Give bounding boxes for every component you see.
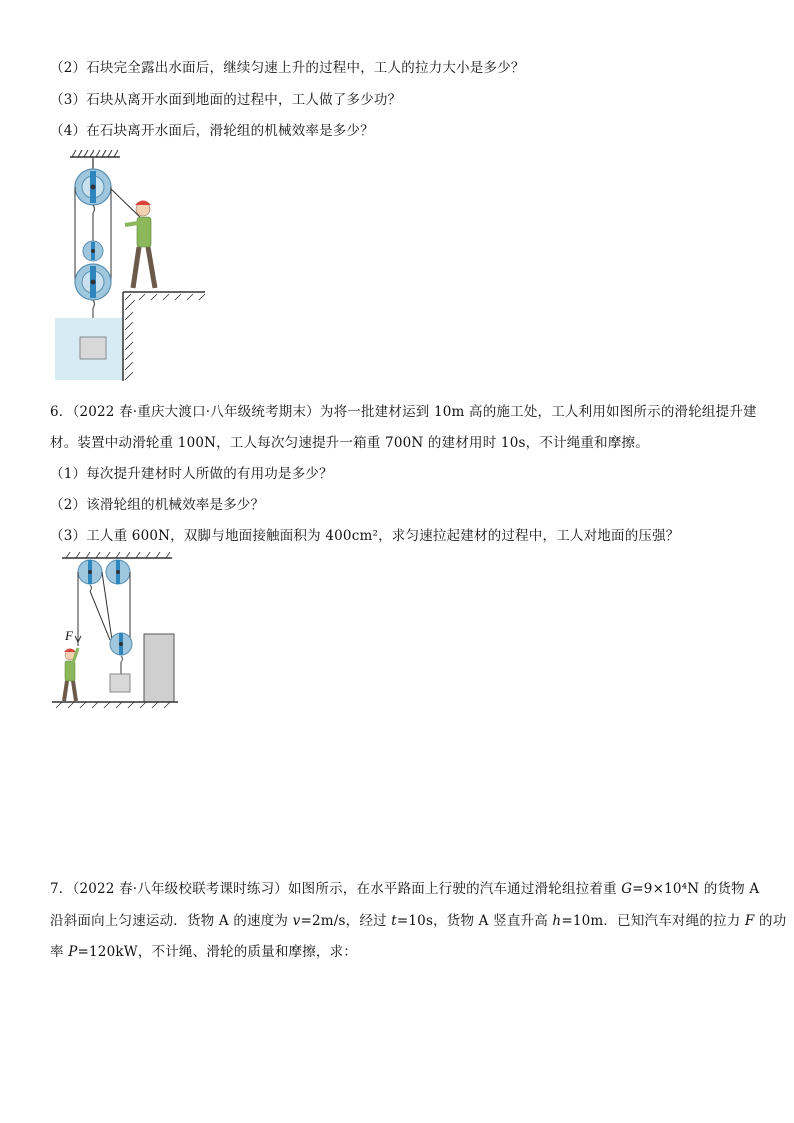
figure-pulley-building [48, 548, 188, 708]
q7-var-P: P [68, 944, 78, 960]
q7-text: =120kW，不计绳、滑轮的质量和摩擦，求： [77, 944, 358, 960]
q7-stem-line2 [50, 909, 786, 929]
q7-text: 7．（2022 春·八年级校联考课时练习）如图所示，在水平路面上行驶的汽车通过滑轮组拉着重 [50, 881, 622, 897]
q7-text: =2m/s，经过 [300, 913, 392, 929]
q7-text: 率 [50, 944, 69, 960]
q7-stem-line3 [50, 940, 357, 960]
q7-var-G: G [621, 881, 633, 897]
q7-var-t: t [391, 913, 397, 929]
q7-var-F: F [744, 913, 755, 929]
q7-text: 沿斜面向上匀速运动．货物 A 的速度为 [50, 913, 293, 929]
q6-stem-line1: 6．（2022 春·重庆大渡口·八年级统考期末）为将一批建材运到 10m 高的施工处，工人利用如图所示的滑轮组提升建 [50, 404, 757, 420]
worker-figure [125, 201, 155, 289]
q6-stem-line2: 材。装置中动滑轮重 100N，工人每次匀速提升一箱重 700N 的建材用时 10s，不计绳重和摩擦。 [50, 435, 649, 451]
q5-sub4: （4）在石块离开水面后，滑轮组的机械效率是多少？ [50, 123, 374, 139]
q7-text: =10m．已知汽车对绳的拉力 [561, 913, 745, 929]
q6-sub3: （3）工人重 600N，双脚与地面接触面积为 400cm²，求匀速拉起建材的过程中，工人对地面的压强？ [50, 528, 680, 544]
figure-pulley-water [55, 145, 215, 385]
q6-sub2: （2）该滑轮组的机械效率是多少？ [50, 497, 265, 513]
q7-text: =9×10⁴N 的货物 A [632, 881, 760, 897]
q7-stem-line1 [50, 877, 759, 897]
q7-text: 的功 [754, 913, 787, 929]
force-label-F: F [65, 628, 73, 643]
q7-text: =10s，货物 A 竖直升高 [396, 913, 553, 929]
worker-figure [64, 648, 78, 701]
q6-sub1: （1）每次提升建材时人所做的有用功是多少？ [50, 466, 333, 482]
q7-var-h: h [552, 913, 562, 929]
q5-sub2: （2）石块完全露出水面后，继续匀速上升的过程中，工人的拉力大小是多少？ [50, 60, 525, 76]
q5-sub3: （3）石块从离开水面到地面的过程中，工人做了多少功？ [50, 92, 402, 108]
q7-var-v: v [292, 913, 301, 929]
